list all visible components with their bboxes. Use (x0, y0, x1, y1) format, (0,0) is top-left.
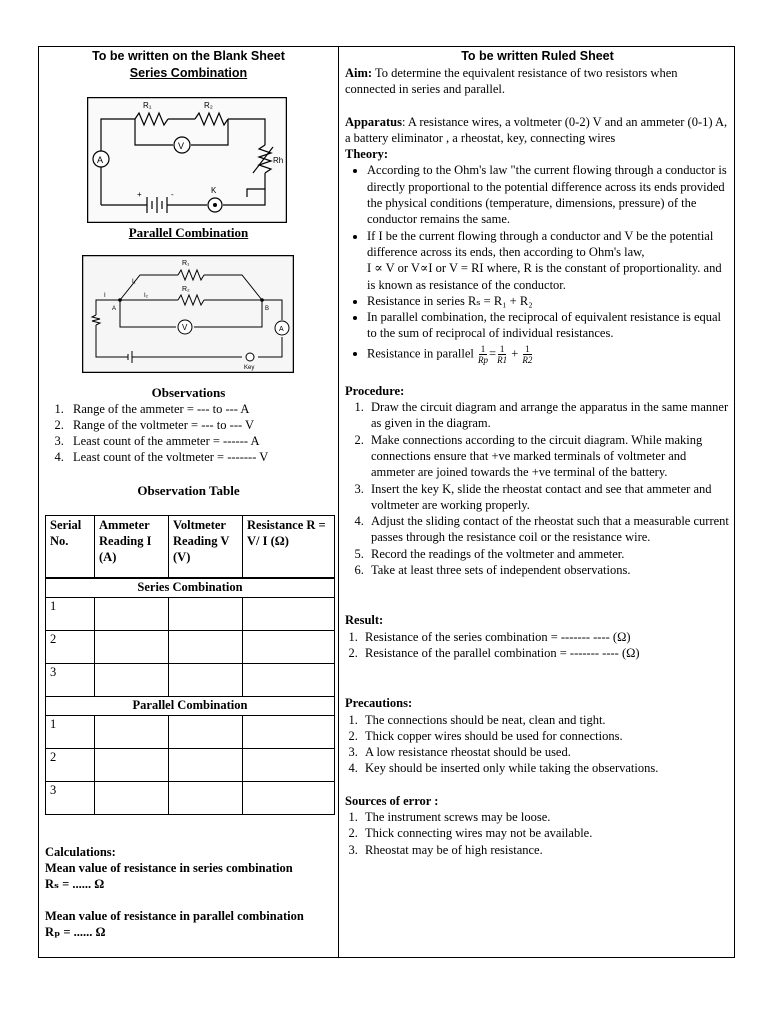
observation-item: 4. Least count of the voltmeter = ------- V (67, 449, 268, 465)
node-a-label: A (112, 306, 117, 312)
series-title: Series Combination (129, 66, 248, 80)
series-minus-label: - (171, 190, 174, 199)
worksheet-page (38, 46, 735, 958)
header-ammeter: Ammeter Reading I (A) (95, 516, 169, 578)
calc-series-text: Mean value of resistance in series combination (45, 861, 293, 875)
table-row (46, 781, 335, 814)
procedure-step: 4. Adjust the sliding contact of the rheostat such that a measurable current passes through the resistance coil or the resistance wire. (367, 513, 729, 546)
procedure-step: 5. Record the readings of the voltmeter and ammeter. (367, 546, 729, 562)
error-item: 1. The instrument screws may be loose. (361, 809, 729, 825)
parallel-voltmeter-label: V (182, 323, 188, 332)
table-row (46, 663, 335, 696)
calc-parallel-text: Mean value of resistance in parallel combination (45, 909, 304, 923)
series-ammeter-label: A (97, 155, 104, 165)
right-column (339, 47, 736, 957)
series-r1-label: R₁ (143, 101, 152, 110)
theory-list (345, 162, 729, 364)
current-i2-label: I₂ (144, 293, 148, 299)
table-row (46, 630, 335, 663)
theory-label: Theory: (345, 147, 389, 162)
procedure-step: 6. Take at least three sets of independent observations. (367, 562, 729, 578)
header-serial: Serial No. (46, 516, 95, 578)
parallel-r2-label: R₂ (182, 286, 190, 293)
error-item: 3. Rheostat may be of high resistance. (361, 842, 729, 858)
result-item: 2. Resistance of the parallel combination = ------- ---- (Ω) (361, 645, 729, 661)
series-rh-label: Rh (273, 156, 284, 165)
aim-label: Aim: (345, 66, 373, 80)
theory-item-text: I ∝ V or V∝I or V = RI where, R is the constant of proportionality. and is known as resistance of the conductor. (367, 261, 722, 292)
theory-item (367, 344, 729, 365)
observation-item: 1. Range of the ammeter = --- to --- A (67, 401, 268, 417)
errors-label: Sources of error : (345, 793, 439, 808)
observation-item: 2. Range of the voltmeter = --- to --- V (67, 417, 268, 433)
observation-item: 3. Least count of the ammeter = ------ A (67, 433, 268, 449)
series-section-row: Series Combination (46, 578, 335, 598)
header-resistance: Resistance R = V/ I (Ω) (243, 516, 335, 578)
precautions-label: Precautions: (345, 696, 413, 711)
formula-rp: $\frac{1}{Rp}$ (478, 343, 489, 365)
table-row (46, 748, 335, 781)
theory-item: • Resistance in series Rₛ = R₁ + R₂ (367, 293, 729, 309)
calculations-section (45, 844, 304, 940)
table-row (46, 597, 335, 630)
apparatus-label: Apparatus (345, 114, 402, 129)
result-label: Result: (345, 613, 384, 628)
precaution-item: 2. Thick copper wires should be used for connections. (361, 728, 729, 744)
rp-value: Rₚ = ...... Ω (45, 925, 106, 939)
header-voltmeter: Voltmeter Reading V (V) (169, 516, 243, 578)
observation-table (45, 515, 335, 815)
series-plus-label: + (137, 190, 142, 199)
formula-r2: $\frac{1}{R2}$ (522, 343, 533, 365)
theory-item: • According to the Ohm's law "the current flowing through a conductor is directly proportional to the potential difference across its ends provided the physical conditions (temperature, dimensions, pressure) of the conductor remains the same. (367, 162, 729, 227)
result-item: 1. Resistance of the series combination = ------- ---- (Ω) (361, 629, 729, 645)
parallel-r1-label: R₁ (182, 260, 190, 267)
observation-table-title: Observation Table (137, 483, 240, 498)
series-circuit-diagram (87, 97, 287, 223)
precaution-item: 1. The connections should be neat, clean and tight. (361, 712, 729, 728)
left-header: To be written on the Blank Sheet (92, 49, 285, 63)
series-key-label: K (211, 186, 217, 195)
theory-item (367, 228, 729, 293)
procedure-list (345, 399, 729, 578)
theory-item-text: If I be the current flowing through a conductor and V be the potential difference across its ends, then according to Ohm's law, (367, 228, 714, 259)
serial-cell: 3 (46, 663, 95, 696)
procedure-step: 2. Make connections according to the circuit diagram. While making connections ensure that +ve marked terminals of voltmeter and ammeter are joined towards the +ve terminal of the battery. (367, 432, 729, 481)
calculations-label: Calculations: (45, 845, 116, 859)
precaution-item: 4. Key should be inserted only while taking the observations. (361, 760, 729, 776)
current-i1-label: I₁ (132, 279, 136, 285)
formula-eq: = (489, 346, 497, 361)
series-r2-label: R₂ (204, 101, 213, 110)
observations-title: Observations (151, 385, 226, 400)
parallel-section-row: Parallel Combination (46, 696, 335, 715)
error-item: 2. Thick connecting wires may not be available. (361, 825, 729, 841)
aim-text: To determine the equivalent resistance of two resistors when connected in series and parallel. (345, 66, 678, 97)
precaution-item: 3. A low resistance rheostat should be used. (361, 744, 729, 760)
formula-r1: $\frac{1}{R1}$ (497, 343, 508, 365)
right-header: To be written Ruled Sheet (461, 49, 614, 63)
errors-list (345, 809, 729, 858)
right-content (345, 65, 729, 858)
table-row (46, 715, 335, 748)
serial-cell: 2 (46, 748, 95, 781)
parallel-key-label: Key (244, 365, 255, 371)
parallel-key (246, 353, 254, 361)
procedure-label: Procedure: (345, 383, 405, 398)
procedure-step: 1. Draw the circuit diagram and arrange the apparatus in the same manner as given in the diagram. (367, 399, 729, 432)
current-i-label: I (104, 293, 106, 299)
formula-plus: + (511, 346, 519, 361)
apparatus-text: : A resistance wires, a voltmeter (0-2) V and an ammeter (0-1) A, a battery eliminator , a rheostat, key, connecting wires (345, 114, 728, 145)
left-column (39, 47, 339, 957)
procedure-step: 3. Insert the key K, slide the rheostat contact and see that ammeter and voltmeter are working properly. (367, 481, 729, 514)
serial-cell: 1 (46, 597, 95, 630)
rs-value: Rₛ = ...... Ω (45, 877, 105, 891)
node-b-label: B (265, 306, 270, 312)
observations-list (45, 401, 268, 465)
theory-item: • In parallel combination, the reciprocal of equivalent resistance is equal to the sum of reciprocal of individual resistances. (367, 309, 729, 342)
serial-cell: 1 (46, 715, 95, 748)
parallel-title: Parallel Combination (128, 225, 249, 240)
precautions-list (345, 712, 729, 777)
parallel-ammeter-label: A (279, 326, 284, 333)
parallel-circuit-diagram (82, 255, 294, 373)
serial-cell: 3 (46, 781, 95, 814)
series-voltmeter-label: V (178, 141, 185, 151)
theory-item-text: Resistance in parallel (367, 346, 474, 361)
result-list (345, 629, 729, 662)
serial-cell: 2 (46, 630, 95, 663)
